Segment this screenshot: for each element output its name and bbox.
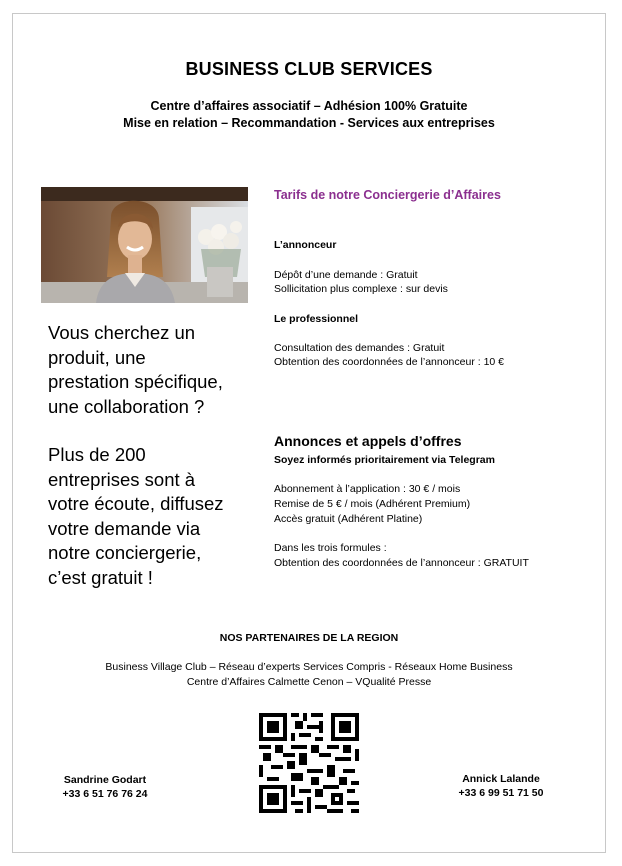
offer-line: entreprises sont à xyxy=(48,468,196,490)
contact-name: Annick Lalande xyxy=(462,773,540,785)
annonces-line: Obtention des coordonnées de l’annonceur : GRATUIT xyxy=(274,557,529,569)
annonces-line: Accès gratuit (Adhérent Platine) xyxy=(274,513,423,525)
subtitle-line-2: Mise en relation – Recommandation - Services aux entreprises xyxy=(123,116,495,130)
announcer-line: Dépôt d’une demande : Gratuit xyxy=(274,269,418,281)
offer-line: Plus de 200 xyxy=(48,444,146,465)
intro-line: Vous cherchez un xyxy=(48,322,196,343)
woman-photo xyxy=(41,187,248,303)
partners-heading: NOS PARTENAIRES DE LA REGION xyxy=(219,632,399,644)
qr-code[interactable] xyxy=(259,713,359,813)
annonces-heading: Annonces et appels d’offres xyxy=(274,433,462,449)
page-title: BUSINESS CLUB SERVICES xyxy=(185,59,433,79)
pro-line: Consultation des demandes : Gratuit xyxy=(274,342,445,354)
annonces-line: Dans les trois formules : xyxy=(274,542,387,554)
flyer-page xyxy=(12,13,606,853)
intro-line: une collaboration ? xyxy=(48,395,205,417)
announcer-label: L’annonceur xyxy=(274,239,337,251)
pro-line: Obtention des coordonnées de l’annonceur : 10 € xyxy=(274,356,505,368)
intro-paragraph xyxy=(48,321,248,419)
contact-phone: +33 6 99 51 71 50 xyxy=(458,787,544,799)
announcer-line: Sollicitation plus complexe : sur devis xyxy=(274,283,448,295)
contact-left xyxy=(35,773,175,801)
pro-label: Le professionnel xyxy=(274,313,359,325)
subtitle-line-1: Centre d’affaires associatif – Adhésion 100% Gratuite xyxy=(150,99,468,113)
offer-line: votre écoute, diffusez xyxy=(48,493,224,514)
offer-line: notre conciergerie, xyxy=(48,542,202,563)
partners-line: Business Village Club – Réseau d’experts Services Compris - Réseaux Home Business xyxy=(105,661,513,673)
contact-phone: +33 6 51 76 76 24 xyxy=(62,788,148,800)
contact-right xyxy=(431,772,571,800)
intro-line: prestation spécifique, xyxy=(48,371,223,392)
annonces-line: Abonnement à l’application : 30 € / mois xyxy=(274,483,461,495)
annonces-line: Remise de 5 € / mois (Adhérent Premium) xyxy=(274,498,471,510)
intro-line: produit, une xyxy=(48,346,146,368)
contact-name: Sandrine Godart xyxy=(63,774,147,786)
offer-line: votre demande via xyxy=(48,517,201,539)
offer-line: c’est gratuit ! xyxy=(48,566,153,588)
annonces-subheading: Soyez informés prioritairement via Telegram xyxy=(274,454,495,466)
partners-line: Centre d’Affaires Calmette Cenon – VQualité Presse xyxy=(186,676,432,688)
offer-paragraph xyxy=(48,443,248,590)
tarifs-heading: Tarifs de notre Conciergerie d’Affaires xyxy=(274,188,501,202)
